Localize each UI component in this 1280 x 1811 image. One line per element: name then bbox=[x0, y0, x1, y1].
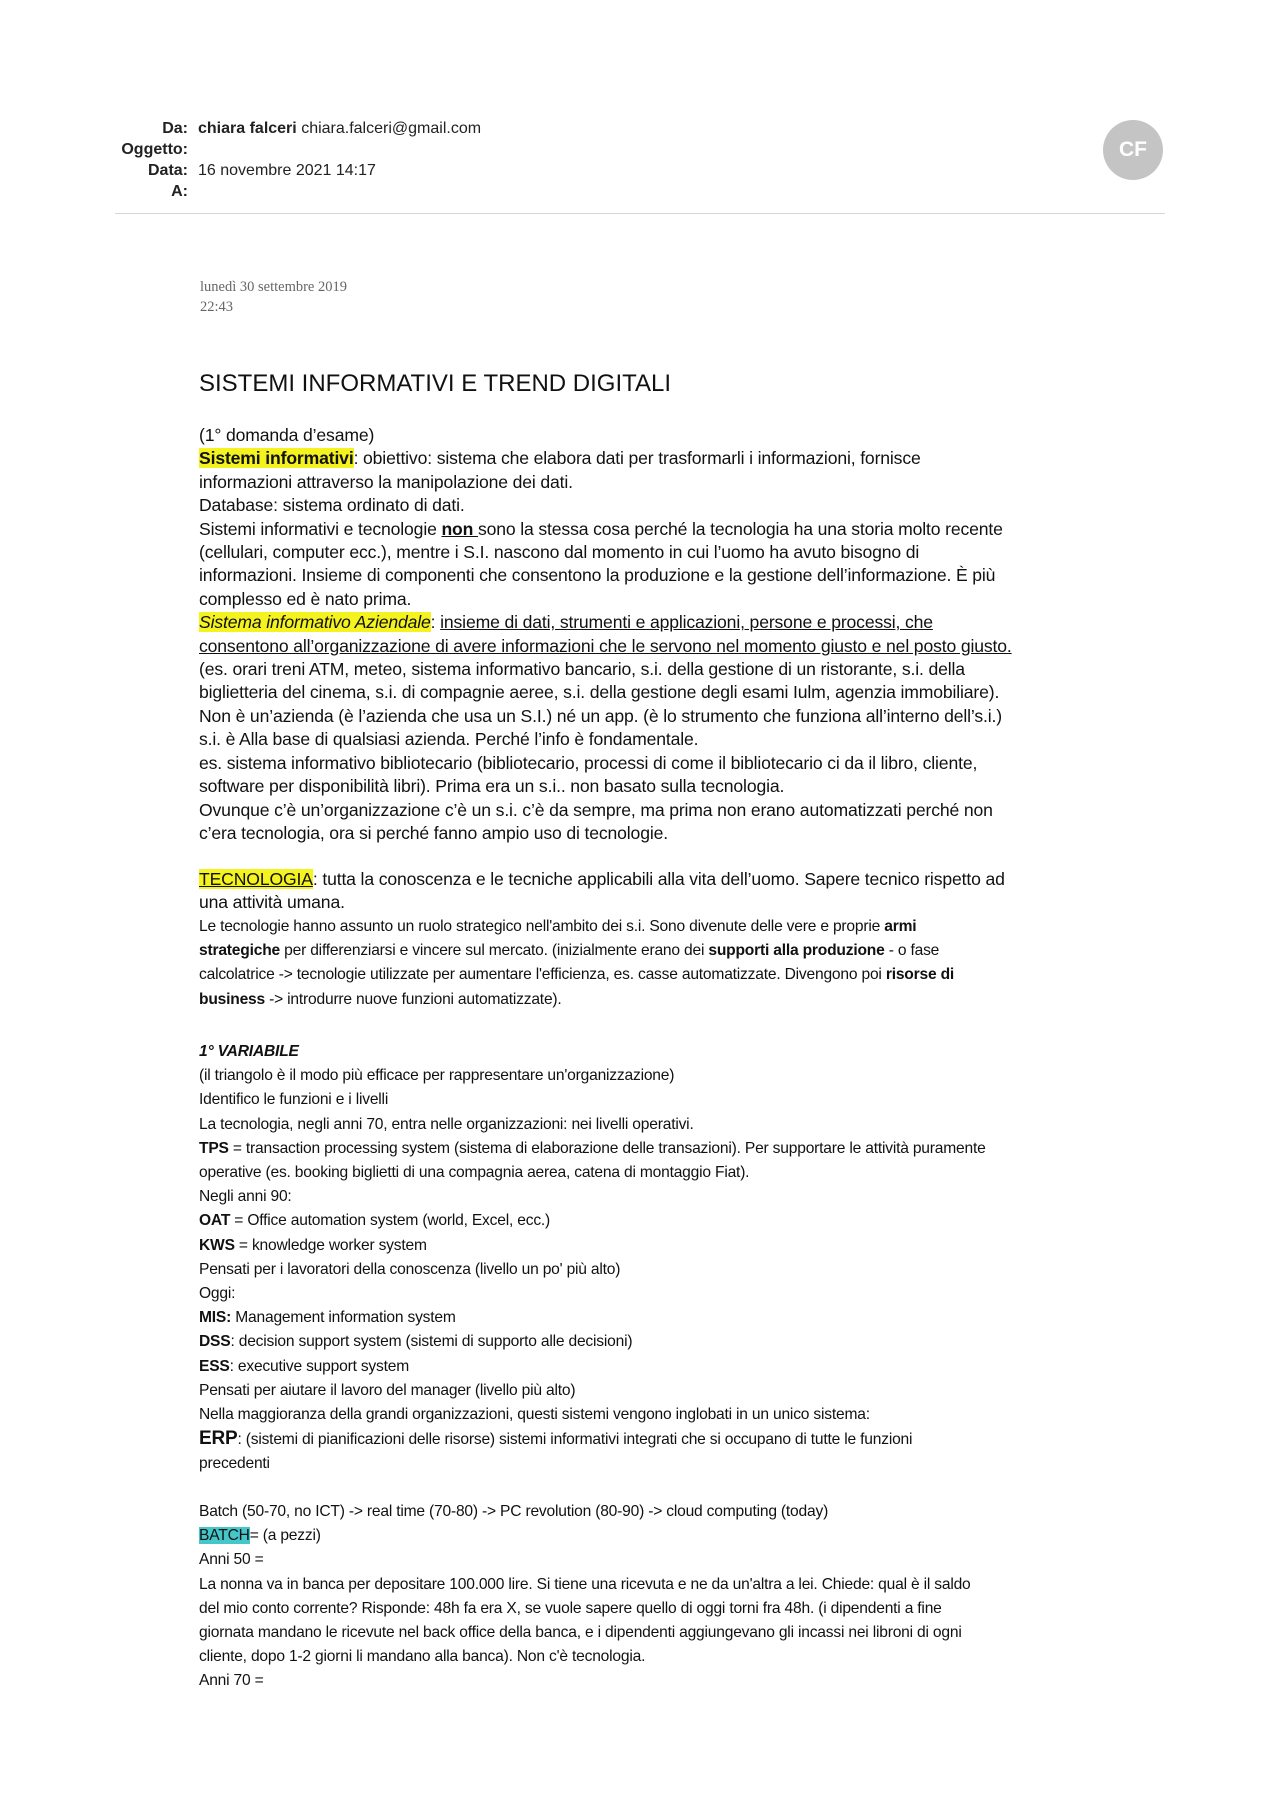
text-run: Management information system bbox=[231, 1309, 456, 1327]
paragraph-line bbox=[199, 939, 1159, 963]
underlined-definition: insieme di dati, strumenti e applicazioni, persone e processi, che bbox=[440, 612, 933, 633]
paragraph-line: Ovunque c’è un’organizzazione c’è un s.i. c’è da sempre, ma prima non erano automatizzati perché non bbox=[199, 799, 993, 820]
section-batch bbox=[199, 1500, 1159, 1694]
paragraph-line bbox=[199, 518, 1159, 541]
text-run: calcolatrice -> tecnologie utilizzate per aumentare l'efficienza, es. casse automatizzate. Divengono poi bbox=[199, 966, 886, 984]
bold-term: KWS bbox=[199, 1236, 235, 1254]
highlight-term: BATCH bbox=[199, 1527, 250, 1545]
underlined-definition: consentono all’organizzazione di avere informazioni che le servono nel momento giusto e nel posto giusto. bbox=[199, 635, 1012, 656]
subject-label: Oggetto: bbox=[121, 141, 188, 158]
text-run: = transaction processing system (sistema di elaborazione delle transazioni). Per supportare le attività puramente bbox=[228, 1139, 986, 1157]
paragraph-line: una attività umana. bbox=[199, 892, 345, 913]
paragraph-line: es. sistema informativo bibliotecario (bibliotecario, processi di come il bibliotecario ci da il libro, cliente, bbox=[199, 752, 978, 773]
section-sistemi-informativi bbox=[199, 424, 1159, 845]
paragraph-line bbox=[199, 1355, 1159, 1379]
paragraph-line: (cellulari, computer ecc.), mentre i S.I. nascono dal momento in cui l’uomo ha avuto bisogno di bbox=[199, 542, 920, 563]
paragraph-line bbox=[199, 447, 1159, 470]
paragraph-line: Pensati per aiutare il lavoro del manager (livello più alto) bbox=[199, 1381, 576, 1399]
paragraph-line bbox=[199, 1427, 1159, 1452]
paragraph-line bbox=[199, 868, 1159, 891]
paragraph-line: software per disponibilità libri). Prima era un s.i.. non basato sulla tecnologia. bbox=[199, 776, 785, 797]
bold-term: strategiche bbox=[199, 942, 280, 960]
text-run: = knowledge worker system bbox=[234, 1236, 427, 1254]
note-time: 22:43 bbox=[200, 299, 234, 315]
text-run: Le tecnologie hanno assunto un ruolo strategico nell'ambito dei s.i. Sono divenute delle vere e proprie bbox=[199, 918, 885, 935]
paragraph-line: (1° domanda d’esame) bbox=[199, 425, 375, 445]
text-run: = (a pezzi) bbox=[249, 1527, 321, 1545]
paragraph-line: del mio conto corrente? Risponde: 48h fa era X, se vuole sapere quello di oggi torni fra 48h. (i dipendenti a fine bbox=[199, 1599, 942, 1617]
bold-term: TPS bbox=[199, 1139, 229, 1157]
date-row bbox=[100, 160, 660, 181]
text-run: sono la stessa cosa perché la tecnologia ha una storia molto recente bbox=[477, 518, 1003, 539]
highlight-term: TECNOLOGIA bbox=[199, 869, 313, 889]
paragraph-line: Pensati per i lavoratori della conoscenza (livello un po' più alto) bbox=[199, 1260, 621, 1278]
paragraph-line: biglietteria del cinema, s.i. di compagnie aeree, s.i. della gestione degli esami Iulm, agenzia immobiliare). bbox=[199, 682, 1000, 703]
paragraph-line: giornata mandano le ricevute nel back office della banca, e i dipendenti aggiungevano gli incassi nei libroni di ogni bbox=[199, 1624, 962, 1642]
from-row bbox=[100, 118, 660, 139]
paragraph-line bbox=[199, 915, 1159, 939]
avatar: CF bbox=[1103, 120, 1163, 180]
paragraph-line bbox=[199, 988, 1159, 1012]
paragraph-line: Database: sistema ordinato di dati. bbox=[199, 495, 465, 516]
text-run: -> introdurre nuove funzioni automatizzate). bbox=[265, 990, 562, 1008]
paragraph-line: Batch (50-70, no ICT) -> real time (70-80) -> PC revolution (80-90) -> cloud computing (today) bbox=[199, 1503, 829, 1520]
highlight-term: Sistemi informativi bbox=[199, 448, 354, 469]
paragraph-line: complesso ed è nato prima. bbox=[199, 588, 412, 609]
bold-term: ESS bbox=[199, 1357, 230, 1375]
text-run: : tutta la conoscenza e le tecniche applicabili alla vita dell’uomo. Sapere tecnico rispetto ad bbox=[312, 869, 1005, 889]
paragraph-line: (es. orari treni ATM, meteo, sistema informativo bancario, s.i. della gestione di un ristorante, s.i. della bbox=[199, 659, 965, 680]
sender-name: chiara falceri bbox=[198, 120, 297, 137]
page-title: SISTEMI INFORMATIVI E TREND DIGITALI bbox=[199, 370, 672, 397]
paragraph-line bbox=[199, 1137, 1159, 1161]
paragraph-line: operative (es. booking biglietti di una compagnia aerea, catena di montaggio Fiat). bbox=[199, 1164, 750, 1182]
note-date: lunedì 30 settembre 2019 bbox=[200, 279, 347, 295]
paragraph-line: (il triangolo è il modo più efficace per rappresentare un'organizzazione) bbox=[199, 1067, 675, 1085]
email-header bbox=[100, 118, 660, 202]
paragraph-line: informazioni. Insieme di componenti che consentono la produzione e la gestione dell’informazione. È più bbox=[199, 565, 996, 586]
bold-term: business bbox=[199, 990, 265, 1008]
text-run: : bbox=[430, 612, 441, 633]
subject-row bbox=[100, 139, 660, 160]
to-label: A: bbox=[171, 183, 188, 200]
paragraph-line: Identifico le funzioni e i livelli bbox=[199, 1091, 389, 1109]
section-prima-variabile bbox=[199, 1040, 1159, 1477]
from-value bbox=[198, 118, 481, 139]
bold-term: MIS: bbox=[199, 1309, 232, 1327]
sender-email[interactable]: chiara.falceri@gmail.com bbox=[301, 120, 482, 137]
paragraph-line bbox=[199, 963, 1159, 987]
paragraph-line bbox=[199, 1306, 1159, 1330]
paragraph-line bbox=[199, 1330, 1159, 1354]
paragraph-line: s.i. è Alla base di qualsiasi azienda. Perché l’info è fondamentale. bbox=[199, 729, 699, 750]
text-run: per differenziarsi e vincere sul mercato. (inizialmente erano dei bbox=[280, 942, 709, 960]
paragraph-line: La nonna va in banca per depositare 100.000 lire. Si tiene una ricevuta e ne da un'altra a lei. Chiede: qual è il saldo bbox=[199, 1575, 971, 1593]
text-run: : (sistemi di pianificazioni delle risorse) sistemi informativi integrati che si occupano di tutte le funzioni bbox=[237, 1431, 913, 1449]
bold-term: ERP bbox=[199, 1428, 238, 1450]
note-timestamp bbox=[200, 277, 347, 317]
bold-term: risorse di bbox=[885, 966, 955, 984]
bold-term: armi bbox=[884, 918, 917, 935]
text-run: = Office automation system (world, Excel, ecc.) bbox=[230, 1212, 551, 1230]
paragraph-line: La tecnologia, negli anni 70, entra nelle organizzazioni: nei livelli operativi. bbox=[199, 1115, 694, 1133]
bold-term: supporti alla produzione bbox=[708, 942, 885, 960]
paragraph-line: Non è un’azienda (è l’azienda che usa un S.I.) né un app. (è lo strumento che funziona all’interno dell’s.i.) bbox=[199, 705, 1002, 726]
paragraph-line: Negli anni 90: bbox=[199, 1188, 292, 1206]
date-value: 16 novembre 2021 14:17 bbox=[198, 162, 376, 179]
text-run: : obiettivo: sistema che elabora dati per trasformarli i informazioni, fornisce bbox=[353, 448, 921, 469]
paragraph-line: Anni 70 = bbox=[199, 1672, 264, 1690]
paragraph-line: Oggi: bbox=[199, 1285, 236, 1303]
header-divider bbox=[115, 213, 1165, 214]
paragraph-line: Nella maggioranza della grandi organizzazioni, questi sistemi vengono inglobati in un unico sistema: bbox=[199, 1406, 870, 1424]
paragraph-line bbox=[199, 1234, 1159, 1258]
text-run: : executive support system bbox=[229, 1357, 410, 1375]
date-label: Data: bbox=[147, 162, 188, 179]
highlight-term: Sistema informativo Aziendale bbox=[199, 612, 431, 633]
text-run: : decision support system (sistemi di supporto alle decisioni) bbox=[230, 1333, 633, 1351]
text-run: Sistemi informativi e tecnologie bbox=[199, 518, 442, 539]
to-row bbox=[100, 181, 660, 202]
from-label: Da: bbox=[162, 120, 188, 137]
paragraph-line bbox=[199, 635, 1159, 658]
section-heading: 1° VARIABILE bbox=[199, 1043, 299, 1060]
section-tecnologia bbox=[199, 868, 1159, 915]
bold-underline-term: non bbox=[441, 518, 478, 539]
text-run: - o fase bbox=[884, 942, 940, 960]
paragraph-line: precedenti bbox=[199, 1455, 270, 1473]
paragraph-line bbox=[199, 1524, 1159, 1548]
section-tecnologie-strategiche bbox=[199, 915, 1159, 1012]
paragraph-line: informazioni attraverso la manipolazione dei dati. bbox=[199, 471, 573, 492]
bold-term: DSS bbox=[199, 1333, 231, 1351]
paragraph-line bbox=[199, 611, 1159, 634]
bold-term: OAT bbox=[199, 1212, 231, 1230]
paragraph-line: c’era tecnologia, ora si perché fanno ampio uso di tecnologie. bbox=[199, 822, 668, 843]
paragraph-line: cliente, dopo 1-2 giorni li mandano alla banca). Non c'è tecnologia. bbox=[199, 1648, 646, 1666]
paragraph-line bbox=[199, 1209, 1159, 1233]
paragraph-line: Anni 50 = bbox=[199, 1551, 264, 1569]
